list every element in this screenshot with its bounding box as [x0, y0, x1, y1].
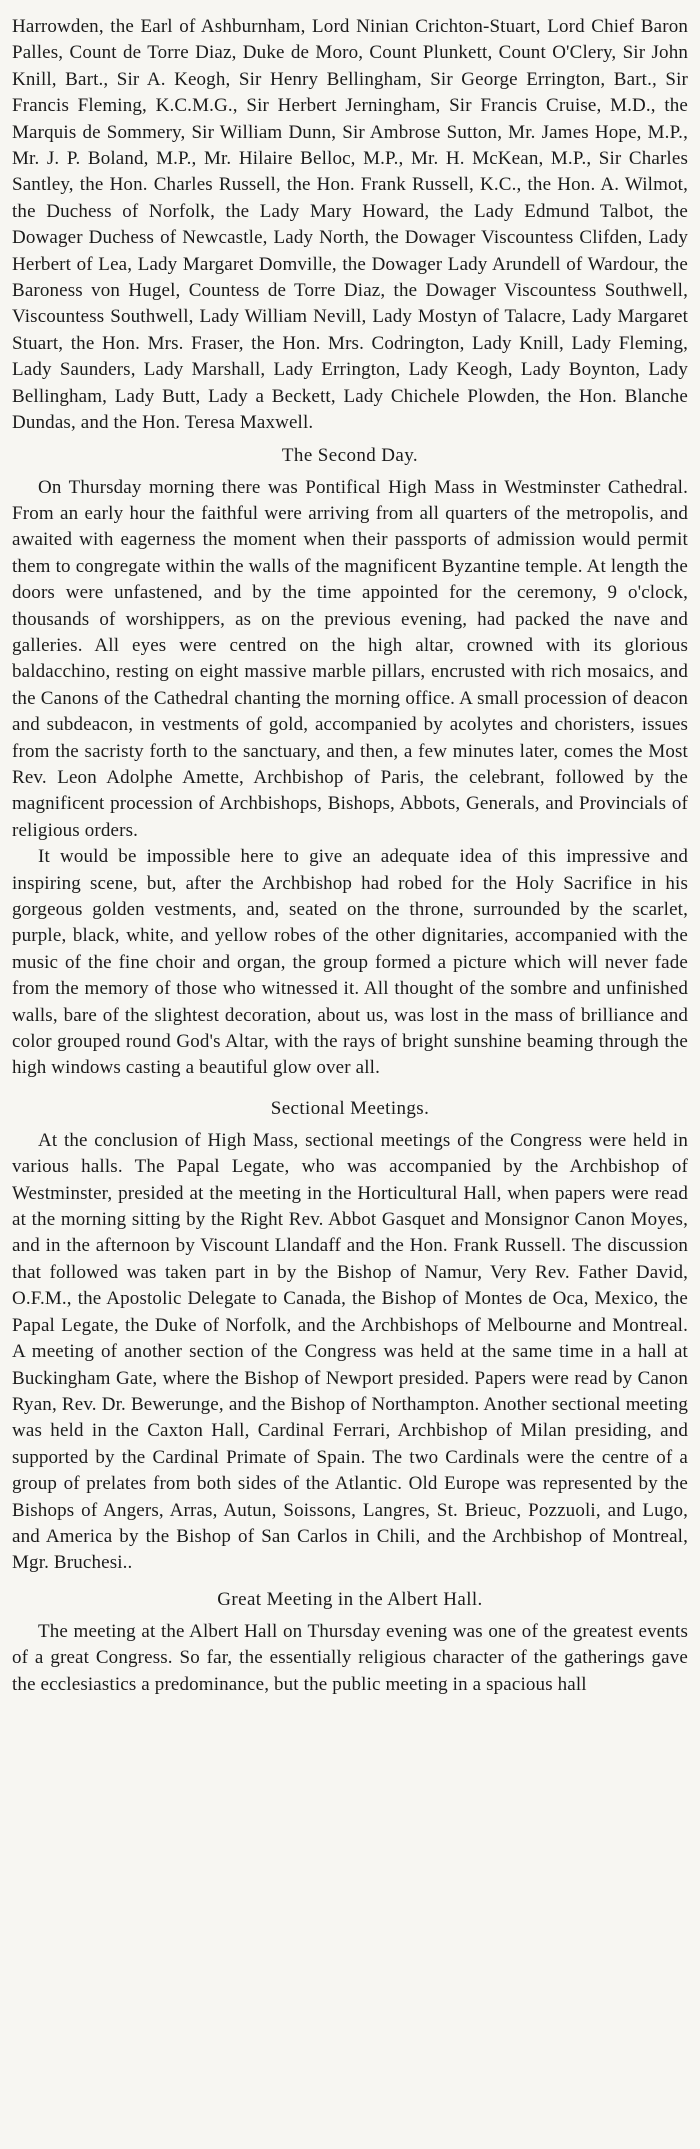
sectional-meetings-paragraph: At the conclusion of High Mass, sectional meetings of the Congress were held in various halls. The Papal Legate, who was accompanied by the Archbishop of Westminster, presided at the meeting in the Horticultural Hall, when papers were read at the morning sitting by the Right Rev. Abbot Gasquet and Monsignor Canon Moyes, and in the afternoon by Viscount Llandaff and the Hon. Frank Russell. The discussion that followed was taken part in by the Bishop of Namur, Very Rev. Father David, O.F.M., the Apostolic Delegate to Canada, the Bishop of Montes de Oca, Mexico, the Papal Legate, the Duke of Norfolk, and the Archbishops of Melbourne and Montreal. A meeting of another section of the Congress was held at the same time in a hall at Buckingham Gate, where the Bishop of Newport presided. Papers were read by Canon Ryan, Rev. Dr. Bewerunge, and the Bishop of Northampton. Another sectional meeting was held in the Caxton Hall, Cardinal Ferrari, Archbishop of Milan presiding, and supported by the Cardinal Primate of Spain. The two Cardinals were the centre of a group of prelates from both sides of the Atlantic. Old Europe was represented by the Bishops of Angers, Arras, Autun, Soissons, Langres, St. Brieuc, Pozzuoli, and Lugo, and America by the Bishop of San Carlos in Chili, and the Archbishop of Montreal, Mgr. Bruchesi.. — [12, 1129, 688, 1574]
albert-hall-heading: Great Meeting in the Albert Hall. — [217, 1588, 483, 1610]
albert-hall-paragraph: The meeting at the Albert Hall on Thursday evening was one of the greatest events of a great Congress. So far, the essentially religious character of the gatherings gave the ecclesiastics a predominance, but the public meeting in a spacious hall — [12, 1620, 688, 1695]
second-day-heading: The Second Day. — [281, 444, 419, 466]
attendees-paragraph: Harrowden, the Earl of Ashburnham, Lord Ninian Crichton-Stuart, Lord Chief Baron Palles, Count de Torre Diaz, Duke de Moro, Count Plunkett, Count O'Clery, Sir John Knill, Bart., Sir A. Keogh, Sir Henry Bellingham, Sir George Errington, Bart., Sir Francis Fleming, K.C.M.G., Sir Herbert Jerningham, Sir Francis Cruise, M.D., the Marquis de Sommery, Sir William Dunn, Sir Ambrose Sutton, Mr. James Hope, M.P., Mr. J. P. Boland, M.P., Mr. Hilaire Belloc, M.P., Mr. H. McKean, M.P., Sir Charles Santley, the Hon. Charles Russell, the Hon. Frank Russell, K.C., the Hon. A. Wilmot, the Duchess of Norfolk, the Lady Mary Howard, the Lady Edmund Talbot, the Dowager Duchess of Newcastle, Lady North, the Dowager Viscountess Clifden, Lady Herbert of Lea, Lady Margaret Domville, the Dowager Lady Arundell of Wardour, the Baroness von Hugel, Countess de Torre Diaz, the Dowager Viscountess Southwell, Viscountess Southwell, Lady William Nevill, Lady Mostyn of Talacre, Lady Margaret Stuart, the Hon. Mrs. Fraser, the Hon. Mrs. Codrington, Lady Knill, Lady Fleming, Lady Saunders, Lady Marshall, Lady Errington, Lady Keogh, Lady Boynton, Lady Bellingham, Lady Butt, Lady a Beckett, Lady Chichele Plowden, the Hon. Blanche Dundas, and the Hon. Teresa Maxwell. — [12, 16, 688, 434]
sectional-meetings-heading: Sectional Meetings. — [270, 1097, 430, 1119]
second-day-paragraph-2: It would be impossible here to give an adequate idea of this impressive and inspiring scene, but, after the Archbishop had robed for the Holy Sacrifice in his gorgeous golden vestments, and, seated on the throne, surrounded by the scarlet, purple, black, white, and yellow robes of the other dignitaries, accompanied with the music of the fine choir and organ, the group formed a picture which will never fade from the memory of those who witnessed it. All thought of the sombre and unfinished walls, bare of the slightest decoration, about us, was lost in the mass of brilliance and color grouped round God's Altar, with the rays of bright sunshine beaming through the high windows casting a beautiful glow over all. — [12, 846, 688, 1079]
second-day-paragraph-1: On Thursday morning there was Pontifical High Mass in Westminster Cathedral. From an early hour the faithful were arriving from all quarters of the metropolis, and awaited with eagerness the moment when their passports of admission would permit them to congregate within the walls of the magnificent Byzantine temple. At length the doors were unfastened, and by the time appointed for the ceremony, 9 o'clock, thousands of worshippers, as on the previous evening, had packed the nave and galleries. All eyes were centred on the high altar, crowned with its glorious baldacchino, resting on eight massive marble pillars, encrusted with rich mosaics, and the Canons of the Cathedral chanting the morning office. A small procession of deacon and subdeacon, in vestments of gold, accompanied by acolytes and choristers, issues from the sacristy forth to the sanctuary, and then, a few minutes later, comes the Most Rev. Leon Adolphe Amette, Archbishop of Paris, the celebrant, followed by the magnificent procession of Archbishops, Bishops, Abbots, Generals, and Provincials of religious orders. — [12, 476, 688, 841]
